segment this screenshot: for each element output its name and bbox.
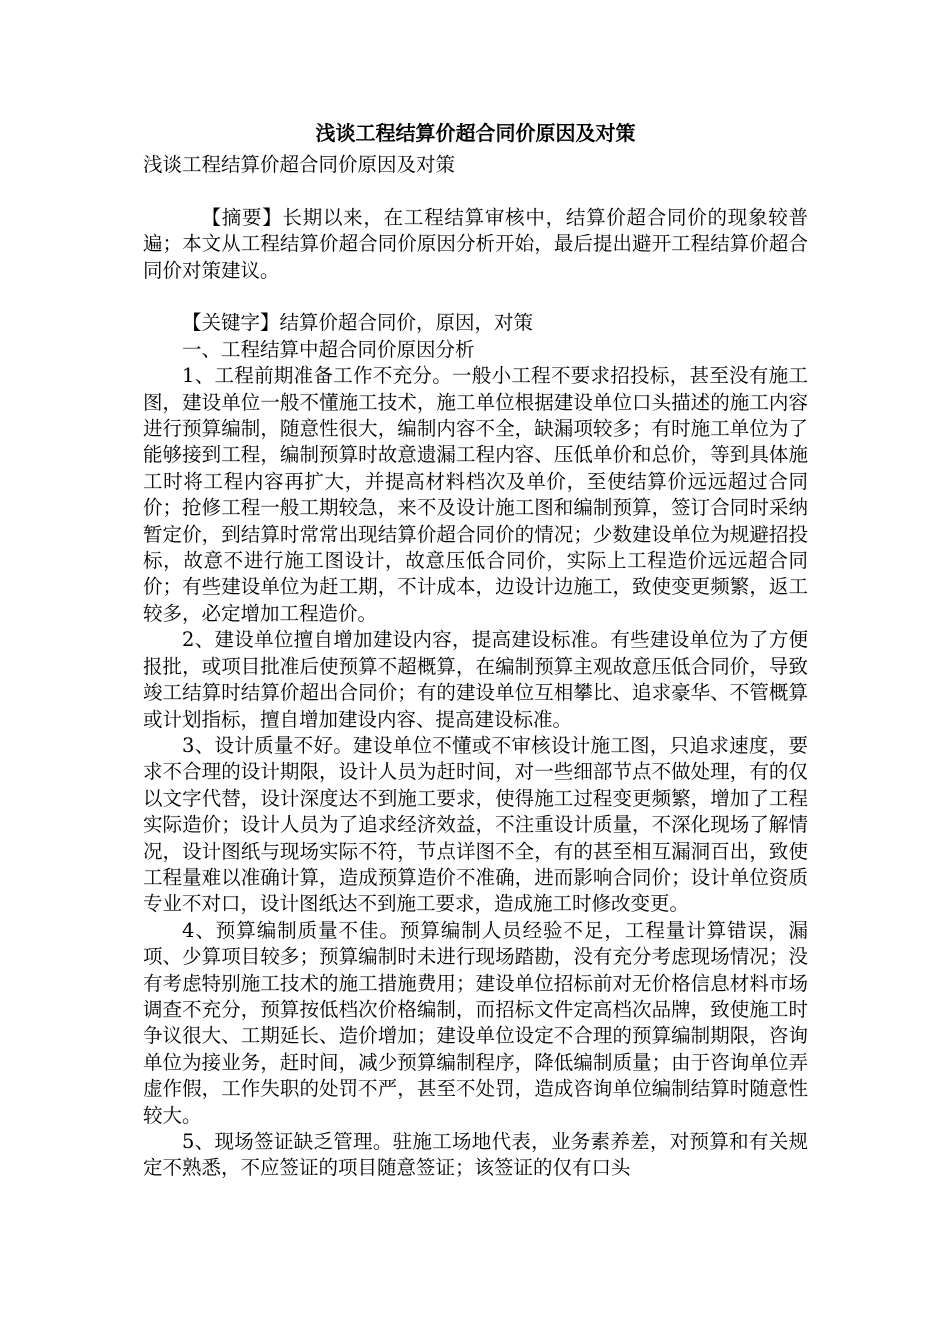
body-paragraph-1: 1、工程前期准备工作不充分。一般小工程不要求招投标，甚至没有施工图，建设单位一般不懂施工技术，施工单位根据建设单位口头描述的施工内容进行预算编制，随意性很大，编制内容不全，缺漏项较多；有时施工单位为了能够接到工程，编制预算时故意遗漏工程内容、压低单价和总价，等到具体施工时将工程内容再扩大，并提高材料档次及单价，至使结算价远远超过合同价；抢修工程一般工期较急，来不及设计施工图和编制预算，签订合同时采纳暂定价，到结算时常常出现结算价超合同价的情况；少数建设单位为规避招投标，故意不进行施工图设计，故意压低合同价，实际上工程造价远远超合同价；有些建设单位为赶工期，不计成本，边设计边施工，致使变更频繁，返工较多，必定增加工程造价。 <box>143 364 808 625</box>
body-paragraph-3: 3、设计质量不好。建设单位不懂或不审核设计施工图，只追求速度，要求不合理的设计期限，设计人员为赶时间，对一些细部节点不做处理，有的仅以文字代替，设计深度达不到施工要求，使得施工过程变更频繁，增加了工程实际造价；设计人员为了追求经济效益，不注重设计质量，不深化现场了解情况，设计图纸与现场实际不符，节点详图不全，有的甚至相互漏洞百出，致使工程量难以准确计算，造成预算造价不准确，进而影响合同价；设计单位资质专业不对口，设计图纸达不到施工要求，造成施工时修改变更。 <box>143 733 808 916</box>
body-paragraph-4: 4、预算编制质量不佳。预算编制人员经验不足，工程量计算错误，漏项、少算项目较多；预算编制时未进行现场踏勘，没有充分考虑现场情况；没有考虑特别施工技术的施工措施费用；建设单位招标前对无价格信息材料市场调查不充分，预算按低档次价格编制，而招标文件定高档次品牌，致使施工时争议很大、工期延长、造价增加；建设单位设定不合理的预算编制期限，咨询单位为接业务，赶时间，减少预算编制程序，降低编制质量；由于咨询单位弄虚作假，工作失职的处罚不严，甚至不处罚，造成咨询单位编制结算时随意性较大。 <box>143 918 808 1127</box>
document-subtitle: 浅谈工程结算价超合同价原因及对策 <box>143 153 456 176</box>
body-paragraph-2: 2、建设单位擅自增加建设内容，提高建设标准。有些建设单位为了方便报批，或项目批准后使预算不超概算，在编制预算主观故意压低合同价，导致竣工结算时结算价超出合同价；有的建设单位互相攀比、追求豪华、不管概算或计划指标，擅自增加建设内容、提高建设标准。 <box>143 628 808 731</box>
blank-line <box>143 178 808 204</box>
keywords-line: 【关键字】结算价超合同价，原因，对策 <box>182 311 534 335</box>
body-paragraph-5: 5、现场签证缺乏管理。驻施工场地代表，业务素养差，对预算和有关规定不熟悉，不应签证的项目随意签证；该签证的仅有口头 <box>143 1130 808 1180</box>
document-page <box>143 118 808 1182</box>
blank-line <box>143 284 808 310</box>
document-title: 浅谈工程结算价超合同价原因及对策 <box>315 121 636 145</box>
abstract-paragraph: 【摘要】长期以来，在工程结算审核中，结算价超合同价的现象较普遍；本文从工程结算价超合同价原因分析开始，最后提出避开工程结算价超合同价对策建议。 <box>143 205 808 282</box>
section-heading: 一、工程结算中超合同价原因分析 <box>182 337 475 361</box>
